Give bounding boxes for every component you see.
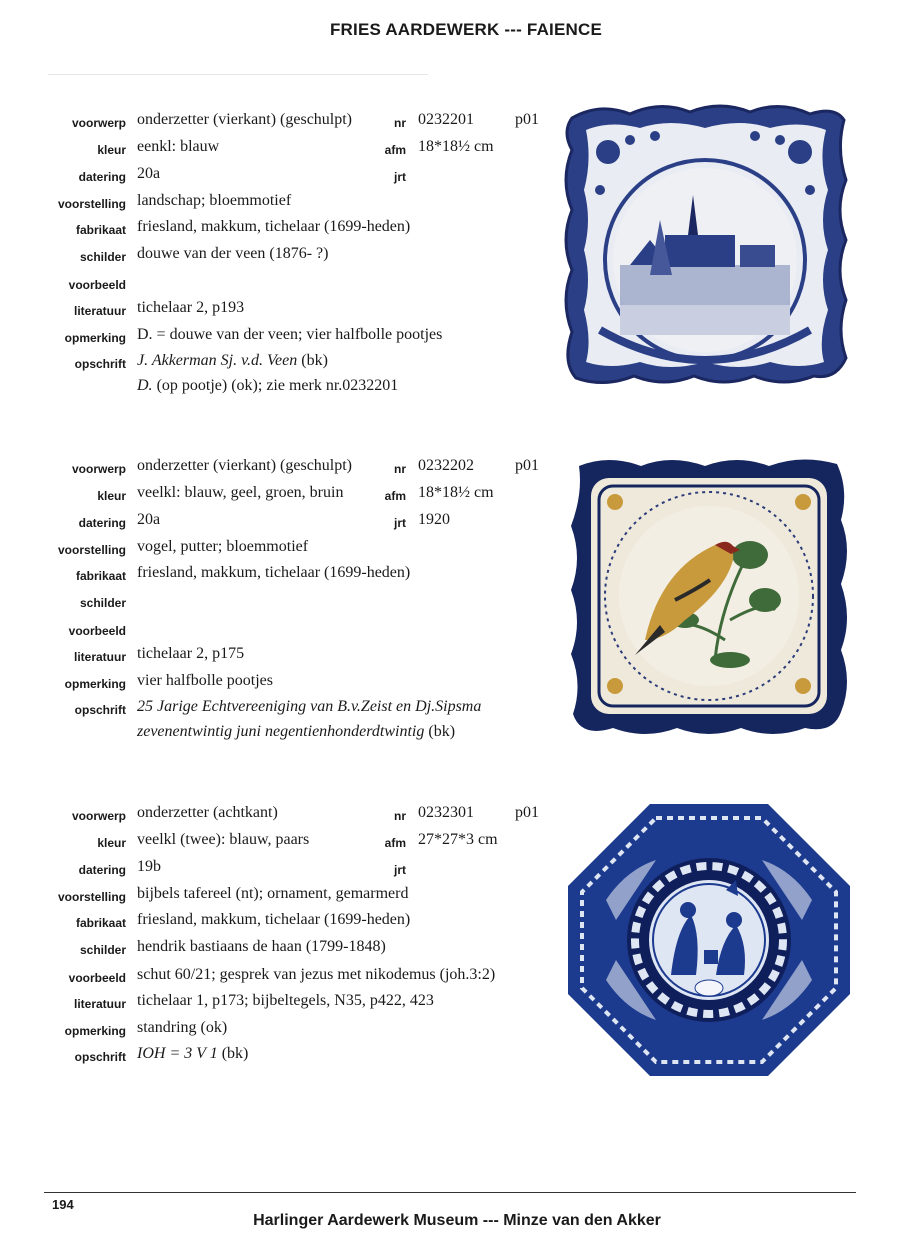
field-row-voorstelling (0, 538, 560, 564)
field-value-jrt: 1920 (418, 511, 450, 528)
field-row-literatuur (0, 299, 560, 325)
field-value-opschrift-line-2 (137, 723, 455, 741)
field-row-fabrikaat (0, 564, 560, 590)
field-row-voorwerp (0, 111, 560, 137)
field-row-kleur (0, 831, 560, 857)
field-value-voorbeeld: schut 60/21; gesprek van jezus met nikodemus (joh.3:2) (137, 966, 496, 983)
field-row-datering (0, 858, 560, 884)
field-value-datering: 19b (137, 858, 161, 875)
field-label-datering: datering (78, 863, 126, 877)
field-value-kleur: veelkl: blauw, geel, groen, bruin (137, 484, 344, 501)
field-value-schilder: douwe van der veen (1876- ?) (137, 245, 329, 262)
field-row-opmerking (0, 326, 560, 352)
field-value-nr: 0232301 (418, 804, 474, 821)
field-label-voorwerp: voorwerp (71, 809, 126, 823)
opschrift-plain-text: (bk) (217, 1045, 249, 1062)
field-label-datering: datering (78, 170, 126, 184)
field-label-jrt: jrt (394, 516, 406, 530)
field-label-datering: datering (78, 516, 126, 530)
field-row-voorstelling (0, 885, 560, 911)
field-value-opmerking: D. = douwe van der veen; vier halfbolle pootjes (137, 326, 443, 343)
field-label-afm: afm (384, 489, 406, 503)
field-row-schilder (0, 591, 560, 617)
field-value-datering: 20a (137, 511, 161, 528)
field-value-opmerking: standring (ok) (137, 1019, 228, 1036)
field-label-voorwerp: voorwerp (71, 116, 126, 130)
opschrift-plain-text: (bk) (297, 352, 328, 369)
field-label-nr: nr (394, 462, 406, 476)
field-label-jrt: jrt (394, 863, 406, 877)
opschrift-italic-text: IOH = 3 V 1 (137, 1045, 218, 1062)
field-label-opschrift: opschrift (74, 357, 126, 371)
field-row-fabrikaat (0, 218, 560, 244)
opschrift-italic-text: J. Akkerman Sj. v.d. Veen (137, 352, 298, 369)
field-value-opschrift-line-1 (137, 1045, 248, 1063)
field-label-schilder: schilder (79, 250, 126, 264)
field-row-voorstelling (0, 192, 560, 218)
field-label-voorwerp: voorwerp (71, 462, 126, 476)
field-label-voorbeeld: voorbeeld (68, 278, 126, 292)
field-value-datering: 20a (137, 165, 161, 182)
field-row-datering (0, 165, 560, 191)
field-value-opschrift-line-2 (137, 377, 398, 395)
field-row-datering (0, 511, 560, 537)
field-row-voorbeeld (0, 966, 560, 992)
field-value-opschrift-line-1 (137, 698, 481, 716)
field-label-opmerking: opmerking (64, 331, 126, 345)
header-rule (48, 74, 428, 75)
field-row-opschrift (0, 352, 560, 402)
field-value-afm: 27*27*3 cm (418, 831, 498, 848)
field-row-opschrift (0, 698, 560, 748)
field-label-nr: nr (394, 116, 406, 130)
field-label-kleur: kleur (97, 489, 126, 503)
field-label-fabrikaat: fabrikaat (75, 569, 126, 583)
field-value-kleur: eenkl: blauw (137, 138, 220, 155)
field-value-voorstelling: vogel, putter; bloemmotief (137, 538, 309, 555)
field-label-nr: nr (394, 809, 406, 823)
field-label-fabrikaat: fabrikaat (75, 916, 126, 930)
field-value-nr: 0232201 (418, 111, 474, 128)
field-label-schilder: schilder (79, 943, 126, 957)
opschrift-italic-text: 25 Jarige Echtvereeniging van B.v.Zeist en Dj.Sipsma (137, 698, 482, 715)
field-value-literatuur: tichelaar 1, p173; bijbeltegels, N35, p422, 423 (137, 992, 434, 1009)
field-row-fabrikaat (0, 911, 560, 937)
object-photo-1 (560, 100, 850, 390)
field-label-schilder: schilder (79, 596, 126, 610)
field-row-opmerking (0, 672, 560, 698)
opschrift-italic-text: D. (137, 377, 153, 394)
opschrift-italic-text: zevenentwintig juni negentienhonderdtwintig (137, 723, 425, 740)
field-value-schilder: hendrik bastiaans de haan (1799-1848) (137, 938, 386, 955)
field-label-voorstelling: voorstelling (57, 890, 126, 904)
footer-title: Harlinger Aardewerk Museum --- Minze van den Akker (253, 1212, 661, 1229)
field-label-voorbeeld: voorbeeld (68, 971, 126, 985)
field-value-page-code: p01 (515, 804, 539, 821)
field-row-schilder (0, 245, 560, 271)
field-row-literatuur (0, 645, 560, 671)
field-label-kleur: kleur (97, 143, 126, 157)
field-value-voorwerp: onderzetter (vierkant) (geschulpt) (137, 111, 353, 128)
field-row-kleur (0, 484, 560, 510)
field-label-fabrikaat: fabrikaat (75, 223, 126, 237)
field-value-opschrift-line-1 (137, 352, 328, 370)
object-photo-3 (566, 800, 852, 1080)
field-row-voorbeeld (0, 273, 560, 299)
field-value-opmerking: vier halfbolle pootjes (137, 672, 273, 689)
field-value-voorwerp: onderzetter (achtkant) (137, 804, 278, 821)
field-label-voorbeeld: voorbeeld (68, 624, 126, 638)
opschrift-plain-text: (op pootje) (ok); zie merk nr.0232201 (152, 377, 399, 394)
field-row-voorbeeld (0, 619, 560, 645)
page-number: 194 (52, 1197, 74, 1212)
field-value-afm: 18*18½ cm (418, 484, 494, 501)
field-label-kleur: kleur (97, 836, 126, 850)
field-label-literatuur: literatuur (73, 997, 126, 1011)
field-row-opmerking (0, 1019, 560, 1045)
field-label-afm: afm (384, 836, 406, 850)
field-row-voorwerp (0, 457, 560, 483)
field-value-voorwerp: onderzetter (vierkant) (geschulpt) (137, 457, 353, 474)
field-value-literatuur: tichelaar 2, p193 (137, 299, 245, 316)
field-value-page-code: p01 (515, 111, 539, 128)
field-label-literatuur: literatuur (73, 304, 126, 318)
field-row-voorwerp (0, 804, 560, 830)
field-label-voorstelling: voorstelling (57, 543, 126, 557)
page-header-title: FRIES AARDEWERK --- FAIENCE (329, 20, 603, 39)
field-value-voorstelling: bijbels tafereel (nt); ornament, gemarmerd (137, 885, 409, 902)
field-label-jrt: jrt (394, 170, 406, 184)
field-value-literatuur: tichelaar 2, p175 (137, 645, 245, 662)
field-value-fabrikaat: friesland, makkum, tichelaar (1699-heden) (137, 218, 411, 235)
field-value-fabrikaat: friesland, makkum, tichelaar (1699-heden) (137, 911, 411, 928)
field-value-voorstelling: landschap; bloemmotief (137, 192, 292, 209)
field-label-voorstelling: voorstelling (57, 197, 126, 211)
field-row-opschrift (0, 1045, 560, 1095)
object-photo-2 (565, 450, 853, 740)
field-value-afm: 18*18½ cm (418, 138, 494, 155)
field-value-fabrikaat: friesland, makkum, tichelaar (1699-heden) (137, 564, 411, 581)
field-value-kleur: veelkl (twee): blauw, paars (137, 831, 310, 848)
field-value-nr: 0232202 (418, 457, 474, 474)
field-label-opschrift: opschrift (74, 703, 126, 717)
field-label-opschrift: opschrift (74, 1050, 126, 1064)
field-label-opmerking: opmerking (64, 1024, 126, 1038)
field-row-kleur (0, 138, 560, 164)
opschrift-plain-text: (bk) (424, 723, 456, 740)
field-row-schilder (0, 938, 560, 964)
footer-rule (44, 1192, 856, 1193)
field-label-opmerking: opmerking (64, 677, 126, 691)
field-value-page-code: p01 (515, 457, 539, 474)
field-row-literatuur (0, 992, 560, 1018)
field-label-literatuur: literatuur (73, 650, 126, 664)
field-label-afm: afm (384, 143, 406, 157)
